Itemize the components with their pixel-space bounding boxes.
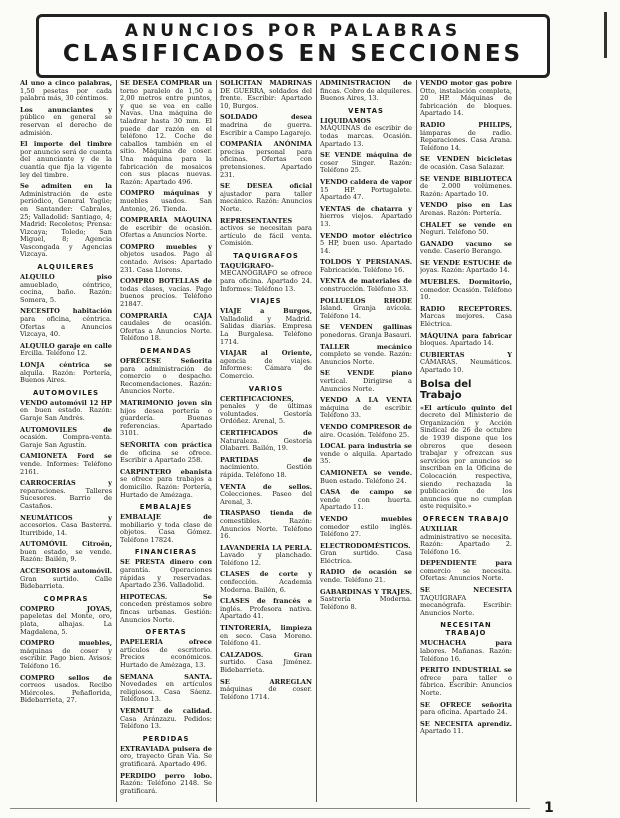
- classified-ad: VENDO piso en Las Arenas. Razón: Portería.: [420, 201, 512, 217]
- classified-ad: CAMIONETA Ford se vende. Informes: Teléfono 2161.: [20, 452, 112, 476]
- classified-ad: SE VENDE ESTUCHE de joyas. Razón: Apartado 14.: [420, 258, 512, 275]
- column-5: [420, 80, 512, 800]
- classified-ad: VENTAS de chatarra y hierros viejos. Apartado 13.: [320, 204, 412, 228]
- column-divider: [216, 80, 217, 802]
- classified-ad: EMBALAJE de mobiliario y toda clase de objetos. Casa Gómez. Teléfono 17824.: [120, 513, 212, 544]
- classified-ad: SE VENDE piano vertical. Dirigirse a Anuncios Norte.: [320, 369, 412, 393]
- classified-ad: COMPRO máquinas y muebles usados. San Antonio, 26. Tienda.: [120, 189, 212, 213]
- classified-ad: LOCAL para industria se vende o alquila. Apartado 35.: [320, 442, 412, 466]
- footer-mark: 1: [544, 800, 554, 816]
- classified-ad: OFRÉCESE Señorita para administración de comercio o despacho. Recomendaciones. Razón: Anuncios Norte.: [120, 357, 212, 396]
- classified-ad: CARROCERÍAS y reparaciones. Talleres Sucesores. Barrio de Castaños.: [20, 479, 112, 510]
- classified-ad: SE VENDE máquina de coser Singer. Razón: Teléfono 25.: [320, 151, 412, 175]
- classified-ad: TALLER mecánico completo se vende. Razón: Anuncios Norte.: [320, 342, 412, 366]
- classified-ad: ALQUILO garaje en calle Ercilla. Teléfono 12.: [20, 341, 112, 358]
- classified-ad: REPRESENTANTES activos se necesitan para artículo de fácil venta. Comisión.: [220, 216, 312, 248]
- classified-ad: SE NECESITA aprendiz. Apartado 11.: [420, 719, 512, 736]
- classified-ad: MUEBLES. Dormitorio, comedor. Ocasión. Teléfono 10.: [420, 278, 512, 302]
- classified-ad: COMPRO JOYAS, papeletas del Monte, oro, plata, alhajas. La Magdalena, 5.: [20, 604, 112, 636]
- classified-ad: DEPENDIENTE para comercio se necesita. Ofertas: Anuncios Norte.: [420, 559, 512, 583]
- classified-ad: COMPAÑÍA ANÓNIMA precisa personal para oficinas. Ofertas con pretensiones. Apartado 231.: [220, 140, 312, 179]
- section-banner: [36, 14, 550, 78]
- classified-ad: RADIO de ocasión se vende. Teléfono 21.: [320, 568, 412, 585]
- section-heading: OFRECEN TRABAJO: [422, 514, 510, 523]
- classified-ad: VERMUT de calidad. Casa Aránzazu. Pedidos: Teléfono 13.: [120, 706, 212, 731]
- classified-ad: MUCHACHA para labores. Mañanas. Razón: Teléfono 16.: [420, 639, 512, 663]
- classified-ad: NEUMÁTICOS y accesorios. Casa Basterra. Iturribide, 14.: [20, 513, 112, 537]
- classified-ad: ALQUILO piso amueblado, céntrico, cocina, baño. Razón: Somera, 5.: [20, 273, 112, 304]
- classified-ad: GANADO vacuno se vende. Caserío Berango.: [420, 239, 512, 256]
- classified-ad: POLLUELOS RHODE Island. Granja avícola. Teléfono 14.: [320, 296, 412, 320]
- column-divider: [316, 80, 317, 802]
- classified-ad: VIAJE a Burgos, Valladolid y Madrid. Salidas diarias. Empresa La Burgalesa. Teléfono 1714.: [220, 307, 312, 346]
- column-divider: [116, 80, 117, 802]
- classified-ad: SE DESEA oficial ajustador para taller mecánico. Razón: Anuncios Norte.: [220, 182, 312, 213]
- banner-title-line2: CLASIFICADOS EN SECCIONES: [62, 41, 524, 67]
- classified-ad: CERTIFICACIONES, penales y de últimas voluntades. Gestoría Ordóñez. Arenal, 5.: [220, 394, 312, 426]
- section-heading: VENTAS: [348, 106, 384, 115]
- classified-ad: COMPRO BOTELLAS de todas clases, vacías. Pago buenos precios. Teléfono 21847.: [120, 277, 212, 309]
- section-heading: COMPRAS: [43, 594, 89, 603]
- section-heading: OFERTAS: [145, 628, 187, 637]
- classified-ad: LAVANDERÍA LA PERLA. Lavado y planchado. Teléfono 12.: [220, 543, 312, 567]
- classified-ad: TOLDOS Y PERSIANAS. Fabricación. Teléfono 16.: [320, 258, 412, 274]
- classified-ad: Los anunciantes y público en general se reservan el derecho de admisión.: [20, 105, 112, 137]
- classified-ad: El importe del timbre por anuncio será de cuenta del anunciante y de la cuantía que fija la vigente ley del timbre.: [20, 140, 112, 179]
- section-heading: NECESITAN TRABAJO: [440, 621, 492, 638]
- section-heading: AUTOMOVILES: [32, 388, 99, 397]
- column-1: [20, 80, 112, 800]
- classified-ad: TINTORERÍA, limpieza en seco. Casa Moreno. Teléfono 41.: [220, 624, 312, 648]
- section-heading: Bolsa del Trabajo: [420, 378, 472, 401]
- classified-ad: ADMINISTRACIÓN de fincas. Cobro de alquileres. Buenos Aires, 13.: [320, 80, 412, 103]
- column-6: [520, 80, 612, 800]
- classified-ad: SE VENDE BIBLIOTECA de 2.000 volúmenes. Razón: Apartado 10.: [420, 174, 512, 198]
- classified-ad: AUTOMÓVIL Citroën, buen estado, se vende. Razón: Bailén, 9.: [20, 540, 112, 564]
- classified-ad: MATRIMONIO joven sin hijos desea portería o guardería. Buenas referencias. Apartado 3101.: [120, 398, 212, 438]
- classified-ad: Al uno a cinco palabras, 1,50 pesetas por cada palabra más, 30 céntimos.: [20, 80, 112, 103]
- classified-ad: VENDO muebles comedor estilo inglés. Teléfono 27.: [320, 514, 412, 539]
- classified-ad: CLASES de francés e inglés. Profesora nativa. Apartado 41.: [220, 597, 312, 621]
- classified-ad: COMPRO muebles, máquinas de coser y escribir. Pago bien. Avisos: Teléfono 16.: [20, 639, 112, 670]
- classified-ad: SOLICITAN MADRINAS DE GUERRA, soldados del frente. Escribir: Apartado 10, Burgos.: [220, 80, 312, 110]
- section-heading: VIAJES: [250, 297, 282, 306]
- classified-ad: EXTRAVIADA pulsera de oro, trayecto Gran Vía. Se gratificará. Apartado 496.: [120, 744, 212, 768]
- classified-ad: VENTA de materiales de construcción. Teléfono 33.: [320, 277, 412, 294]
- classified-ad: GABARDINAS Y TRAJES. Sastrería Moderna. Teléfono 8.: [320, 587, 412, 611]
- classified-ad: CLASES de corte y confección. Academia Moderna. Bailén, 6.: [220, 570, 312, 594]
- classified-ad: RADIO PHILIPS, lámparas de radio. Reparaciones. Casa Arana. Teléfono 14.: [420, 120, 512, 152]
- classified-ad: Se admiten en la Administración de este periódico, General Yagüe; en Santander: Cabrales, 25; Valladolid: Santiago, 4; Madrid: Recoletos; Prensa: Vizcaya; Toledo; San Miguel, 8; Agencia Vascongada y Agencias Vizcaya.: [20, 182, 112, 259]
- classified-ad: LIQUIDAMOS MÁQUINAS de escribir de todas marcas. Ocasión. Apartado 13.: [320, 116, 412, 148]
- section-heading: ALQUILERES: [37, 263, 95, 272]
- classified-ad: CHALET se vende en Neguri. Teléfono 50.: [420, 220, 512, 237]
- section-heading: DEMANDAS: [140, 347, 192, 355]
- classified-ad: SE OFRECE señorita para oficina. Apartado 24.: [420, 700, 512, 717]
- classified-ad: TAQUÍGRAFO-MECANÓGRAFO se ofrece para oficina. Apartado 24. Informes: Teléfono 13.: [220, 261, 312, 293]
- classified-ad: SE NECESITA TAQUÍGRAFA mecanógrafa. Escribir: Anuncios Norte.: [420, 586, 512, 617]
- classified-ad: VIAJAR al Oriente, agencia de viajes. Informes: Cámara de Comercio.: [220, 349, 312, 380]
- classified-ad: CASA de campo se vende con huerta. Apartado 11.: [320, 488, 412, 512]
- classified-ad: VENDO motor eléctrico 5 HP, buen uso. Apartado 14.: [320, 231, 412, 255]
- classified-ad: CUBIERTAS Y CÁMARAS. Neumáticos. Apartado 10.: [420, 350, 512, 374]
- classified-ad: VENDO caldera de vapor 15 HP. Portugalete. Apartado 47.: [320, 177, 412, 202]
- bottom-rule: [10, 808, 530, 809]
- classified-ad: COMPRARÍA CAJA caudales de ocasión. Ofertas a Anuncios Norte. Teléfono 18.: [120, 311, 212, 343]
- classified-ad: COMPRO sellos de correos usados. Recibo Miércoles. Peñaflorida, Bidebarrieta, 27.: [20, 673, 112, 705]
- classified-ad: AUTOMOVILES de ocasión. Compra-venta. Garaje San Agustín.: [20, 425, 112, 449]
- classified-ad: CAMIONETA se vende. Buen estado. Teléfono 24.: [320, 468, 412, 485]
- classified-ad: CALZADOS. Gran surtido. Casa Jiménez. Bidebarrieta.: [220, 650, 312, 674]
- classified-ad: PAPELERÍA ofrece artículos de escritorio. Precios económicos. Hurtado de Amézaga, 13.: [120, 638, 212, 669]
- column-4: [320, 80, 412, 800]
- classified-ad: CERTIFICADOS de Naturaleza. Gestoría Olabarri. Bailén, 19.: [220, 428, 312, 453]
- classified-ad: SE PRESTA dinero con garantía. Operaciones rápidas y reservadas. Apartado 236. Valladolid.: [120, 558, 212, 590]
- classified-ad: RADIO RECEPTORES. Marcas mejores. Casa Eléctrica.: [420, 304, 512, 329]
- column-divider: [416, 80, 417, 802]
- classified-ad: CARPINTERO ebanista se ofrece para trabajos a domicilio. Razón: Portería, Hurtado de Amézaga.: [120, 467, 212, 499]
- classified-ad: NECESITO habitación para oficina, céntrica. Ofertas a Anuncios Vizcaya, 40.: [20, 307, 112, 339]
- classified-ad: MÁQUINA para fabricar bloques. Apartado 14.: [420, 331, 512, 348]
- classified-ad: HIPOTECAS. Se conceden préstamos sobre fincas urbanas. Gestión: Anuncios Norte.: [120, 592, 212, 624]
- column-divider: [516, 80, 517, 802]
- section-heading: TAQUIGRAFOS: [233, 251, 299, 260]
- classified-ad: VENDO COMPRESOR de aire. Ocasión. Teléfono 25.: [320, 422, 412, 439]
- classified-ad: VENTA de sellos. Colecciones. Paseo del Arenal, 3.: [220, 482, 312, 506]
- classified-ad: SE VENDEN bicicletas de ocasión. Casa Salazar.: [420, 155, 512, 171]
- classified-ad: VENDO motor gas pobre Otto, instalación completa, 20 HP. Máquinas de fabricación de bloques. Apartado 14.: [420, 80, 512, 118]
- classified-ad: SE VENDEN gallinas ponedoras. Granja Basauri.: [320, 323, 412, 340]
- column-2: [120, 80, 212, 800]
- classified-ad: SEMANA SANTA. Novedades en artículos religiosos. Casa Sáenz. Teléfono 13.: [120, 672, 212, 704]
- margin-mark: [604, 12, 607, 58]
- classified-ad: ACCESORIOS automóvil. Gran surtido. Calle Bidebarrieta.: [20, 567, 112, 591]
- section-heading: PERDIDAS: [142, 734, 190, 743]
- classified-ad: PERITO INDUSTRIAL se ofrece para taller o fábrica. Escribir: Anuncios Norte.: [420, 666, 512, 697]
- classified-ad: COMPRARÍA MÁQUINA de escribir de ocasión. Ofertas a Anuncios Norte.: [120, 216, 212, 240]
- classified-ad: LONJA céntrica se alquila. Razón: Portería, Buenos Aires.: [20, 361, 112, 385]
- classified-ad: VENDO A LA VENTA máquina de escribir. Teléfono 33.: [320, 396, 412, 420]
- banner-title-line1: ANUNCIOS POR PALABRAS: [124, 21, 462, 41]
- classified-ad: COMPRO muebles y objetos usados. Pago al contado. Avisos: Apartado 231. Casa Llorens.: [120, 242, 212, 274]
- section-heading: VARIOS: [248, 384, 284, 393]
- classified-ad: VENDO automóvil 12 HP en buen estado. Razón: Garaje San Andrés.: [20, 398, 112, 422]
- classified-ad: AUXILIAR administrativo se necesita. Razón: Apartado 2. Teléfono 16.: [420, 524, 512, 556]
- classified-ad: «El artículo quinto del decreto del Ministerio de Organización y Acción Sindical de 26 de octubre de 1939 dispone que los obreros que deseen trabajar y ofrezcan sus servicios por anuncios se inscriban en la Oficina de Colocación respectiva, siendo rechazada la publicación de los anuncios que no cumplan este requisito.»: [420, 403, 512, 511]
- section-heading: FINANCIERAS: [134, 548, 198, 557]
- classified-ad: PARTIDAS de nacimiento. Gestión rápida. Teléfono 18.: [220, 455, 312, 479]
- classified-ad: SOLDADO desea madrina de guerra. Escribir a Campo Lagarejo.: [220, 113, 312, 137]
- classified-ad: TRASPASO tienda de comestibles. Razón: Anuncios Norte. Teléfono 16.: [220, 509, 312, 541]
- classified-ad: ELECTRODOMÉSTICOS. Gran surtido. Casa Eléctrica.: [320, 541, 412, 565]
- classified-ad: SE ARREGLAN máquinas de coser. Teléfono 1714.: [220, 677, 312, 701]
- classified-ad: PERDIDO perro lobo. Razón: Teléfono 2148. Se gratificará.: [120, 771, 212, 795]
- column-3: [220, 80, 312, 800]
- classified-ad: SE DESEA COMPRAR un torno paralelo de 1,50 a 2,00 metros entre puntos, y que se vea en calle Navas. Una máquina de taladrar hasta 30 mm. El puede dar razón en el teléfono 12. Coche de caballos también en el sitio. Máquina de coser. Una máquina para la fabricación de mosaicos con sus placas nuevas. Razón: Apartado 496.: [120, 80, 212, 186]
- classified-ad: SEÑORITA con práctica de oficina se ofrece. Escribir a Apartado 258.: [120, 440, 212, 465]
- section-heading: EMBALAJES: [139, 503, 193, 512]
